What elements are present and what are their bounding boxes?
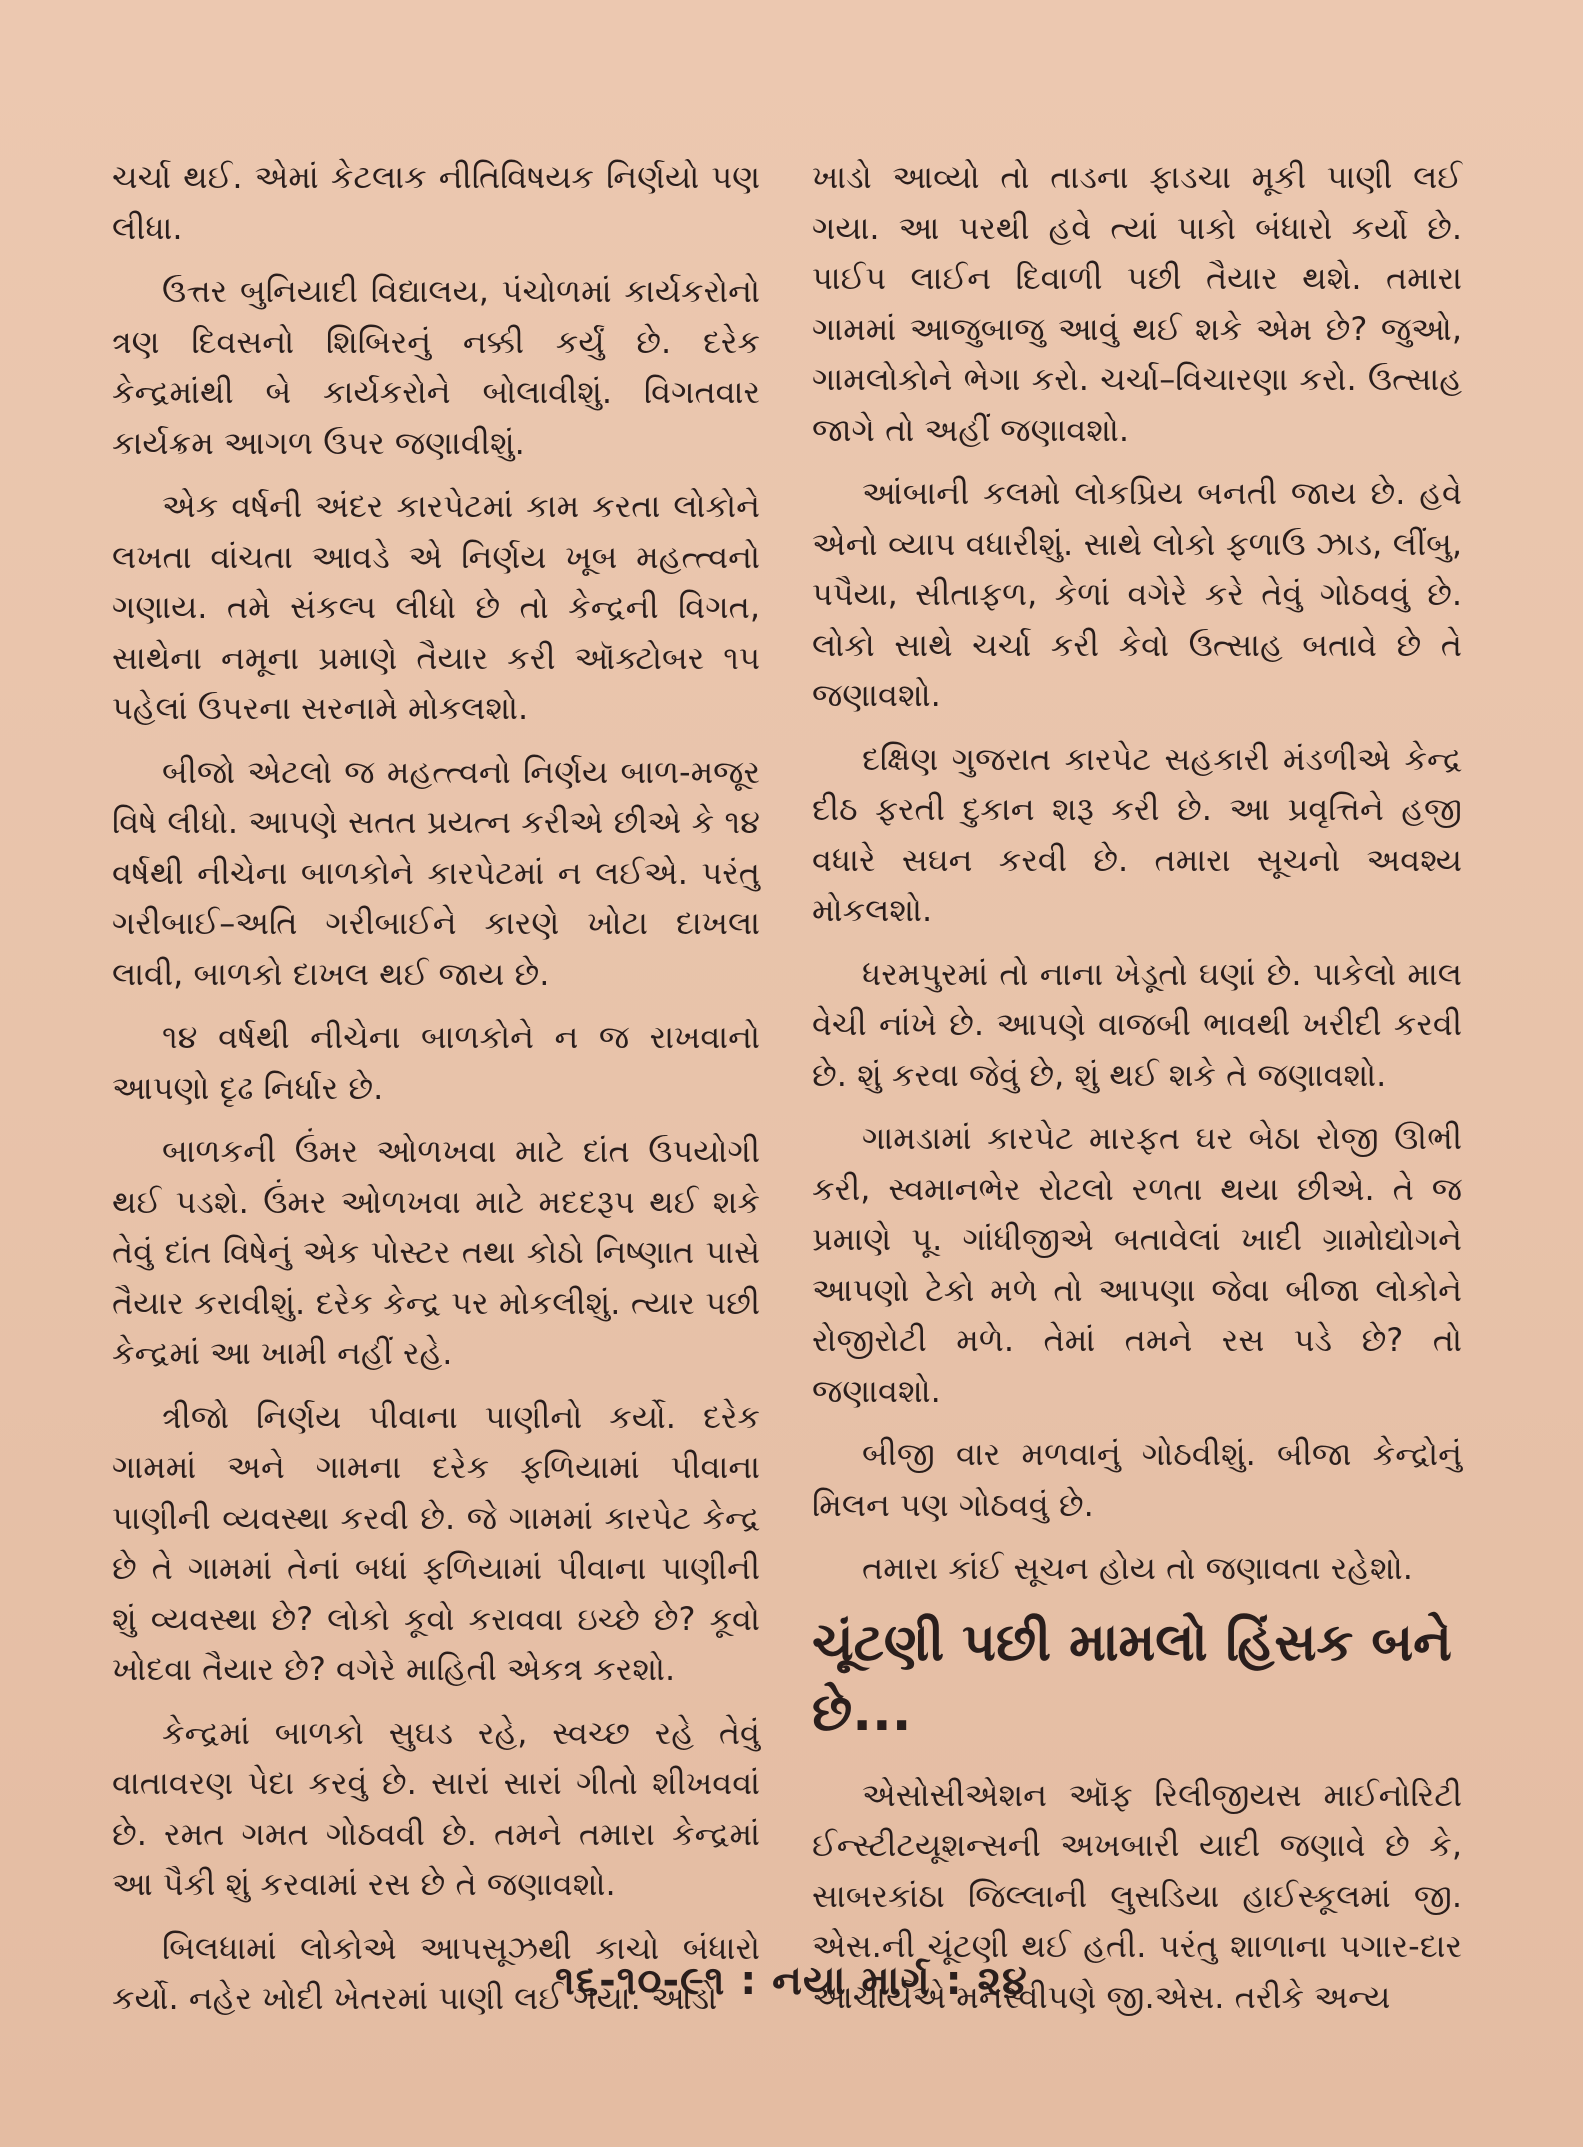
paragraph: દક્ષિણ ગુજરાત કારપેટ સહકારી મંડળીએ કેન્દ્ર દીઠ ફરતી દુકાન શરૂ કરી છે. આ પ્રવૃત્તિને હજી વધારે સઘન કરવી છે. તમારા સૂચનો અવશ્ય મોકલશો. [812,739,1462,929]
paragraph: ૧૪ વર્ષથી નીચેના બાળકોને ન જ રાખવાનો આપણો દૃઢ નિર્ધાર છે. [112,1018,760,1107]
paragraph: ચર્ચા થઈ. એમાં કેટલાક નીતિવિષયક નિર્ણયો પણ લીધા. [112,158,760,247]
paragraph: ઉત્તર બુનિયાદી વિદ્યાલય, પંચોળમાં કાર્યકરોનો ત્રણ દિવસનો શિબિરનું નક્કી કર્યું છે. દરેક કેન્દ્રમાંથી બે કાર્યકરોને બોલાવીશું. વિગતવાર કાર્યક્રમ આગળ ઉપર જણાવીશું. [112,272,760,462]
paragraph: એક વર્ષની અંદર કારપેટમાં કામ કરતા લોકોને લખતા વાંચતા આવડે એ નિર્ણય ખૂબ મહત્ત્વનો ગણાય. તમે સંકલ્પ લીધો છે તો કેન્દ્રની વિગત, સાથેના નમૂના પ્રમાણે તૈયાર કરી ઑક્ટોબર ૧૫ પહેલાં ઉપરના સરનામે મોકલશો. [112,487,760,727]
paragraph: ખાડો આવ્યો તો તાડના ફાડચા મૂકી પાણી લઈ ગયા. આ પરથી હવે ત્યાં પાકો બંધારો કર્યો છે. પાઈપ લાઈન દિવાળી પછી તૈયાર થશે. તમારા ગામમાં આજુબાજુ આવું થઈ શકે એમ છે? જુઓ, ગામલોકોને ભેગા કરો. ચર્ચા–વિચારણા કરો. ઉત્સાહ જાગે તો અહીં જણાવશો. [812,158,1462,449]
paragraph: ધરમપુરમાં તો નાના ખેડૂતો ઘણાં છે. પાકેલો માલ વેચી નાંખે છે. આપણે વાજબી ભાવથી ખરીદી કરવી છે. શું કરવા જેવું છે, શું થઈ શકે તે જણાવશો. [812,954,1462,1094]
paragraph: આંબાની કલમો લોકપ્રિય બનતી જાય છે. હવે એનો વ્યાપ વધારીશું. સાથે લોકો ફળાઉ ઝાડ, લીંબુ, પપૈયા, સીતાફળ, કેળાં વગેરે કરે તેવું ગોઠવવું છે. લોકો સાથે ચર્ચા કરી કેવો ઉત્સાહ બતાવે છે તે જણાવશો. [812,474,1462,714]
article-heading: ચૂંટણી પછી મામલો હિંસક બને છે... [812,1612,1452,1743]
paragraph: ગામડામાં કારપેટ મારફત ઘર બેઠા રોજી ઊભી કરી, સ્વમાનભેર રોટલો રળતા થયા છીએ. તે જ પ્રમાણે પૂ. ગાંધીજીએ બતાવેલાં ખાદી ગ્રામોદ્યોગને આપણો ટેકો મળે તો આપણા જેવા બીજા લોકોને રોજીરોટી મળે. તેમાં તમને રસ પડે છે? તો જણાવશો. [812,1119,1462,1410]
paragraph: એસોસીએશન ઑફ રિલીજીયસ માઈનોરિટી ઈન્સ્ટીટયૂશન્સની અખબારી યાદી જણાવે છે કે, સાબરકાંઠા જિલ્લાની લુસડિયા હાઈસ્કૂલમાં જી. એસ.ની ચૂંટણી થઈ હતી. પરંતુ શાળાના પગાર-દાર આચાર્યએ મનસ્વીપણે જી.એસ. તરીકે અન્ય [812,1775,1462,2016]
right-column [812,152,1462,2035]
paragraph: ત્રીજો નિર્ણય પીવાના પાણીનો કર્યો. દરેક ગામમાં અને ગામના દરેક ફળિયામાં પીવાના પાણીની વ્યવસ્થા કરવી છે. જે ગામમાં કારપેટ કેન્દ્ર છે તે ગામમાં તેનાં બધાં ફળિયામાં પીવાના પાણીની શું વ્યવસ્થા છે? લોકો કૂવો કરાવવા ઇચ્છે છે? કૂવો ખોદવા તૈયાર છે? વગેરે માહિતી એકત્ર કરશો. [112,1397,760,1688]
page-footer: ૧૬-૧૦-૯૧ : નયા માર્ગ : ૨૪ [555,1958,1028,2004]
paragraph: બીજી વાર મળવાનું ગોઠવીશું. બીજા કેન્દ્રોનું મિલન પણ ગોઠવવું છે. [812,1435,1462,1524]
paragraph: બાળકની ઉંમર ઓળખવા માટે દાંત ઉપયોગી થઈ પડશે. ઉંમર ઓળખવા માટે મદદરૂપ થઈ શકે તેવું દાંત વિષેનું એક પોસ્ટર તથા કોઠો નિષ્ણાત પાસે તૈયાર કરાવીશું. દરેક કેન્દ્ર પર મોકલીશું. ત્યાર પછી કેન્દ્રમાં આ ખામી નહીં રહે. [112,1132,760,1372]
paragraph: બીજો એટલો જ મહત્ત્વનો નિર્ણય બાળ-મજૂર વિષે લીધો. આપણે સતત પ્રયત્ન કરીએ છીએ કે ૧૪ વર્ષથી નીચેના બાળકોને કારપેટમાં ન લઈએ. પરંતુ ગરીબાઈ–અતિ ગરીબાઈને કારણે ખોટા દાખલા લાવી, બાળકો દાખલ થઈ જાય છે. [112,752,760,993]
paragraph: તમારા કાંઈ સૂચન હોય તો જણાવતા રહેશો. [862,1549,1413,1587]
paragraph: બિલધામાં લોકોએ આપસૂઝથી કાચો બંધારો કર્યો. નહેર ખોદી ખેતરમાં પાણી લઈ ગયા. આડો [112,1928,760,2017]
left-column [112,152,760,2037]
paragraph: કેન્દ્રમાં બાળકો સુઘડ રહે, સ્વચ્છ રહે તેવું વાતાવરણ પેદા કરવું છે. સારાં સારાં ગીતો શીખવવાં છે. રમત ગમત ગોઠવવી છે. તમને તમારા કેન્દ્રમાં આ પૈકી શું કરવામાં રસ છે તે જણાવશો. [112,1713,760,1903]
